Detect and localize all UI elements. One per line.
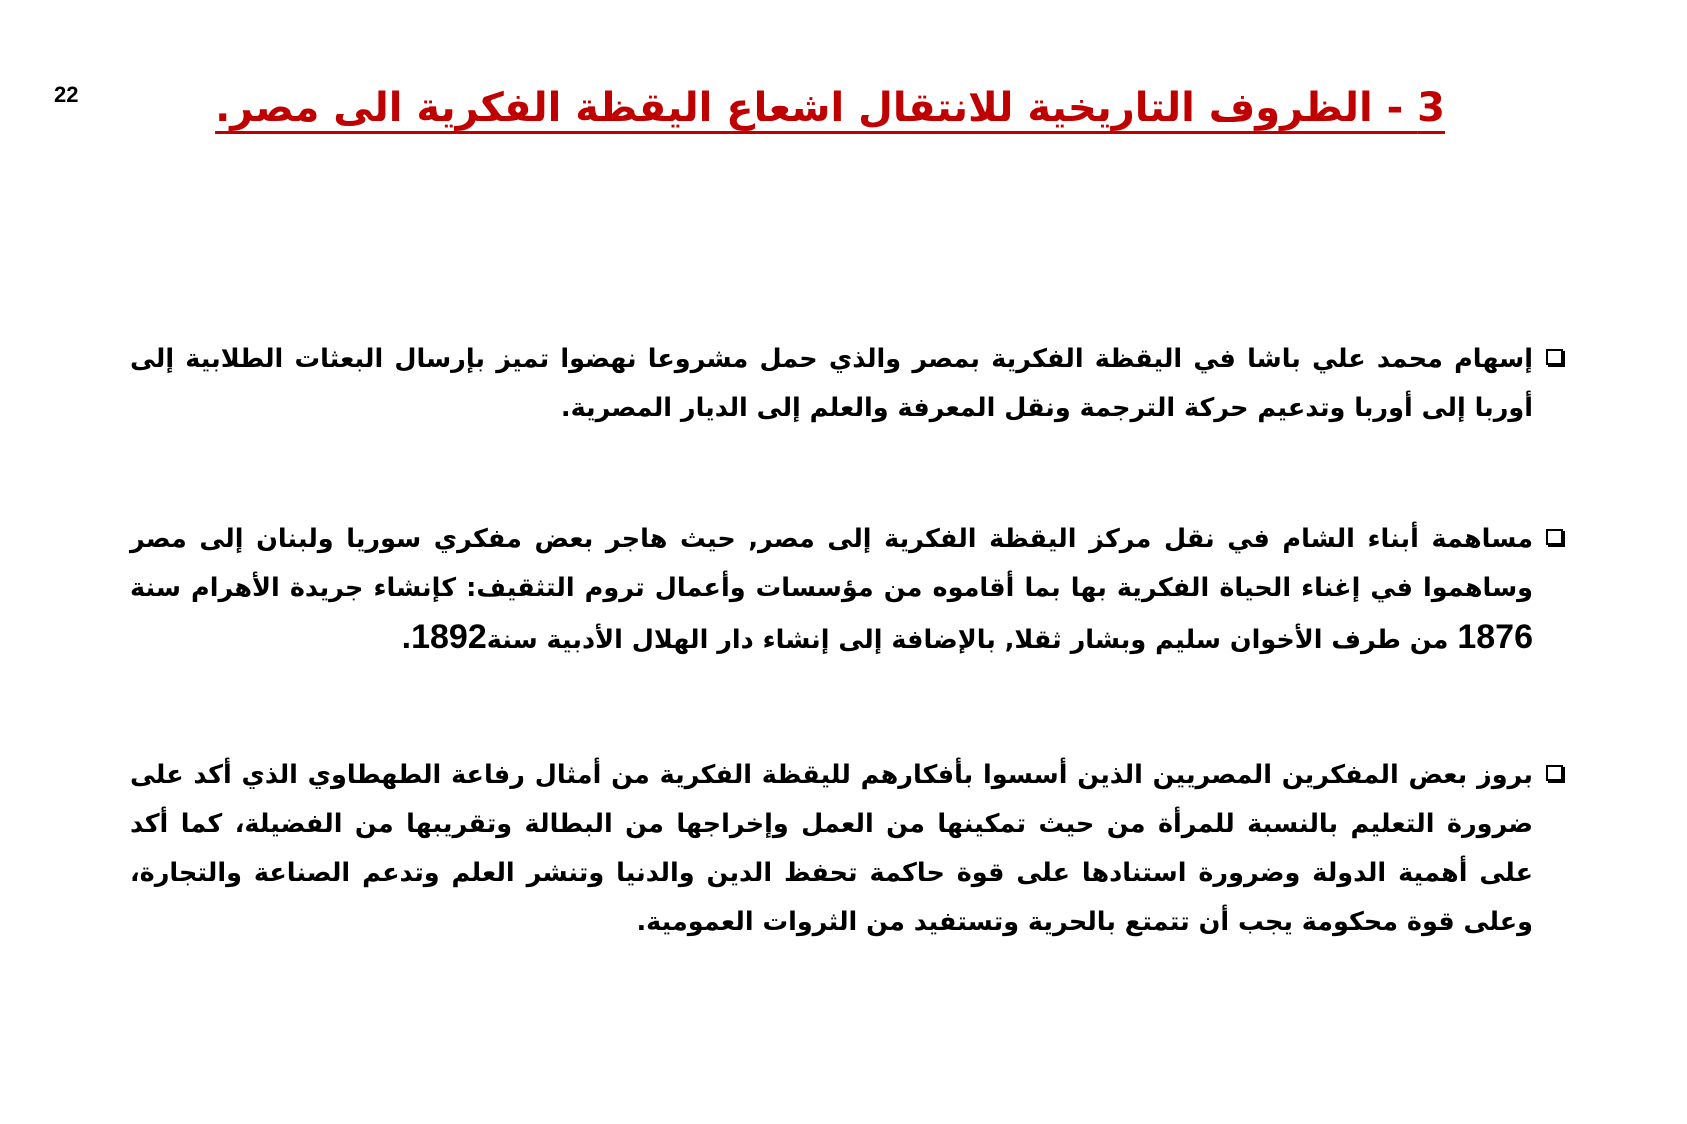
bullet-list [130,335,1563,947]
checkbox-square-icon [1546,765,1563,781]
bullet-item-mohamed-ali [130,335,1563,433]
bullet-text: إسهام محمد علي باشا في اليقظة الفكرية بمصر والذي حمل مشروعا نهضوا تميز بإرسال البعثات الطلابية إلى أوربا إلى أوربا وتدعيم حركة الترجمة ونقل المعرفة والعلم إلى الديار المصرية. [130,344,1533,423]
slide-title: 3 - الظروف التاريخية للانتقال اشعاع اليقظة الفكرية الى مصر. [215,85,1445,131]
bullet-text-end: . [401,618,412,656]
page-number: 22 [54,82,79,107]
year-1876: 1876 [1457,618,1533,656]
checkbox-square-icon [1546,349,1563,365]
bullet-text: بروز بعض المفكرين المصريين الذين أسسوا بأفكارهم لليقظة الفكرية من أمثال رفاعة الطهطاوي الذي أكد على ضرورة التعليم بالنسبة للمرأة من حيث تمكينها من العمل وإخراجها من البطالة وتقريبها من الفضيلة، كما أكد على أهمية الدولة وضرورة استنادها على قوة حاكمة تحفظ الدين والدنيا وتنشر العلم وتدعم الصناعة والتجارة، وعلى قوة محكومة يجب أن تتمتع بالحرية وتستفيد من الثروات العمومية. [130,760,1533,937]
checkbox-square-icon [1546,529,1563,545]
bullet-item-tahtawi [130,751,1563,947]
bullet-text-part-1: مساهمة أبناء الشام في نقل مركز اليقظة الفكرية إلى مصر, حيث هاجر بعض مفكري سوريا ولبنان إلى مصر وساهموا في إغناء الحياة الفكرية بها بما أقاموه من مؤسسات وأعمال تروم التثقيف: كإنشاء جريدة الأهرام سنة [130,524,1533,603]
year-1892: 1892 [411,618,487,656]
bullet-item-levant-thinkers [130,515,1563,665]
bullet-text-part-2: من طرف الأخوان سليم وبشار ثقلا, بالإضافة إلى إنشاء دار الهلال الأدبية سنة [486,625,1449,655]
